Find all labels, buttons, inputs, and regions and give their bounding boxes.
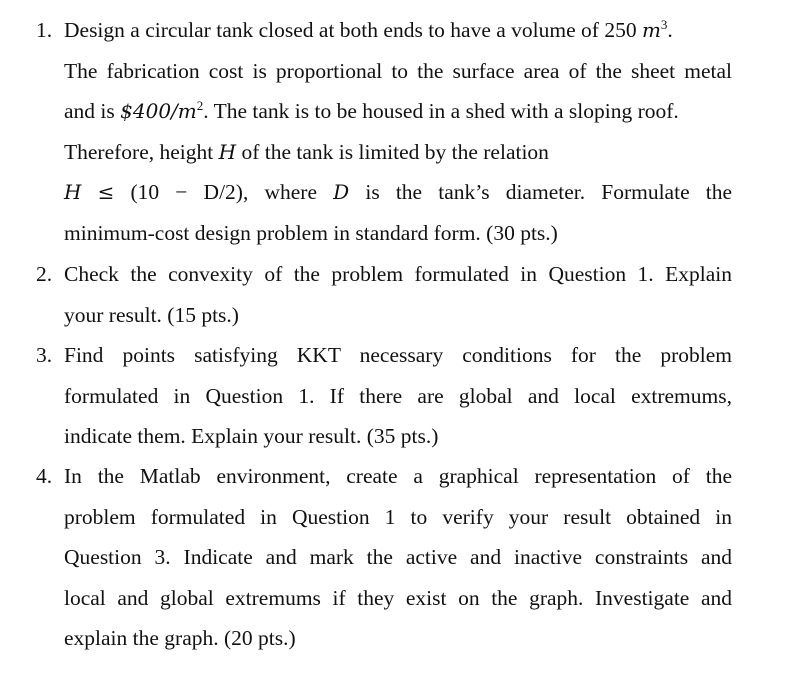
question-line: Design a circular tank closed at both ends to have a volume of 250 $m^3$.	[64, 17, 673, 42]
question-number: 3.	[36, 343, 53, 367]
question-line: The fabrication cost is proportional to the surface area of the sheet metal	[64, 58, 732, 83]
constraint-rhs: (10 − D/2),	[130, 180, 249, 204]
question-line: problem formulated in Question 1 to verify your result obtained in	[64, 504, 732, 529]
question-line: formulated in Question 1. If there are global and local extremums,	[64, 383, 732, 408]
question-number: 2.	[36, 262, 53, 286]
height-variable: H	[218, 139, 237, 164]
question-line: and is $\$400/m^2$. The tank is to be housed in a shed with a sloping roof.	[64, 98, 679, 123]
question-line: Question 3. Indicate and mark the active and inactive constraints and	[64, 545, 732, 569]
question-line constraint-line: H ≤ (10 − D/2), where D is the tank’s diameter. Formulate the	[64, 180, 733, 204]
diameter-variable: D	[333, 180, 350, 204]
question-line: Check the convexity of the problem formulated in Question 1. Explain	[64, 262, 732, 286]
question-line: Find points satisfying KKT necessary conditions for the problem	[64, 343, 732, 367]
question-line: minimum-cost design problem in standard form. (30 pts.)	[64, 220, 558, 245]
question-line: In the Matlab environment, create a graphical representation of the	[64, 464, 732, 488]
question-line: local and global extremums if they exist on the graph. Investigate and	[64, 585, 732, 610]
volume-unit-exponent: 3	[660, 17, 668, 32]
cost-value: $400/m	[120, 99, 197, 123]
question-number: 4.	[36, 464, 53, 488]
volume-unit: m	[641, 18, 661, 42]
question-line: explain the graph. (20 pts.)	[64, 626, 296, 650]
question-line: indicate them. Explain your result. (35 pts.)	[64, 424, 439, 448]
question-number: 1.	[36, 18, 53, 42]
cost-exponent: 2	[196, 98, 204, 113]
question-line: your result. (15 pts.)	[64, 302, 239, 327]
constraint-lhs: H	[64, 180, 82, 204]
question-line: Therefore, height H of the tank is limited by the relation	[64, 139, 549, 164]
constraint-operator: ≤	[97, 180, 115, 204]
